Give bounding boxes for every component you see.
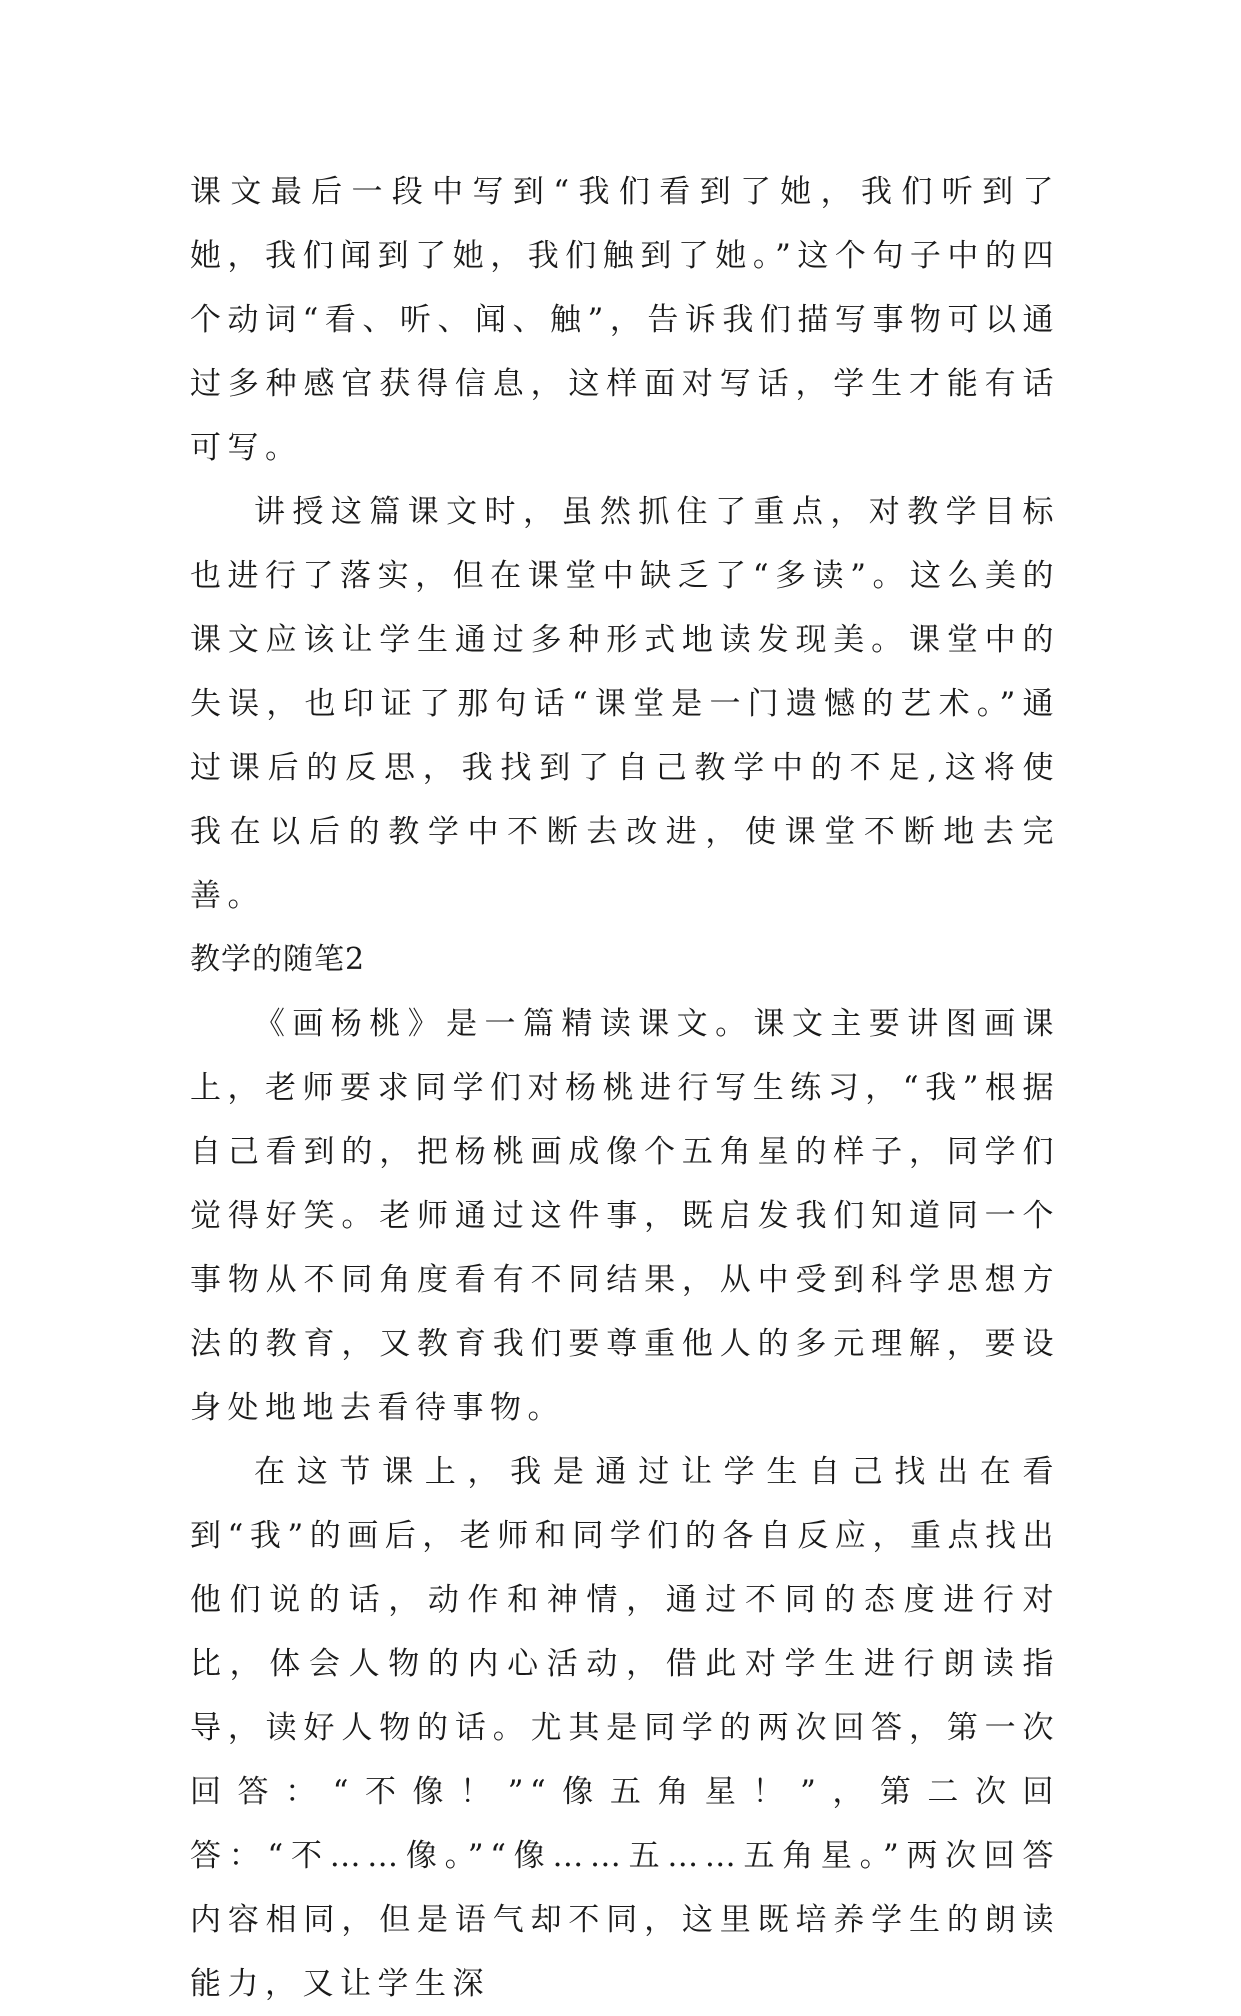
paragraph-4: 在这节课上，我是通过让学生自己找出在看到“我”的画后，老师和同学们的各自反应，重点找出他们说的话，动作和神情，通过不同的态度进行对比，体会人物的内心活动，借此对学生进行朗读指导，读好人物的话。尤其是同学的两次回答，第一次回答：“不像！”“像五角星！”，第二次回答：“不……像。”“像……五……五角星。”两次回答内容相同，但是语气却不同，这里既培养学生的朗读能力，又让学生深: [190, 1454, 1060, 2002]
paragraph-2: 讲授这篇课文时，虽然抓住了重点，对教学目标也进行了落实，但在课堂中缺乏了“多读”。这么美的课文应该让学生通过多种形式地读发现美。课堂中的失误，也印证了那句话“课堂是一门遗憾的艺术。”通过课后的反思，我找到了自己教学中的不足,这将使我在以后的教学中不断去改进，使课堂不断地去完善。: [190, 494, 1060, 914]
paragraph-3: 《画杨桃》是一篇精读课文。课文主要讲图画课上，老师要求同学们对杨桃进行写生练习，“我”根据自己看到的，把杨桃画成像个五角星的样子，同学们觉得好笑。老师通过这件事，既启发我们知道同一个事物从不同角度看有不同结果，从中受到科学思想方法的教育，又教育我们要尊重他人的多元理解，要设身处地地去看待事物。: [190, 1006, 1060, 1426]
section-heading: 教学的随笔2: [190, 942, 366, 977]
document-body: [190, 160, 1060, 2016]
paragraph-1: 课文最后一段中写到“我们看到了她，我们听到了她，我们闻到了她，我们触到了她。”这个句子中的四个动词“看、听、闻、触”，告诉我们描写事物可以通过多种感官获得信息，这样面对写话，学生才能有话可写。: [190, 174, 1060, 466]
